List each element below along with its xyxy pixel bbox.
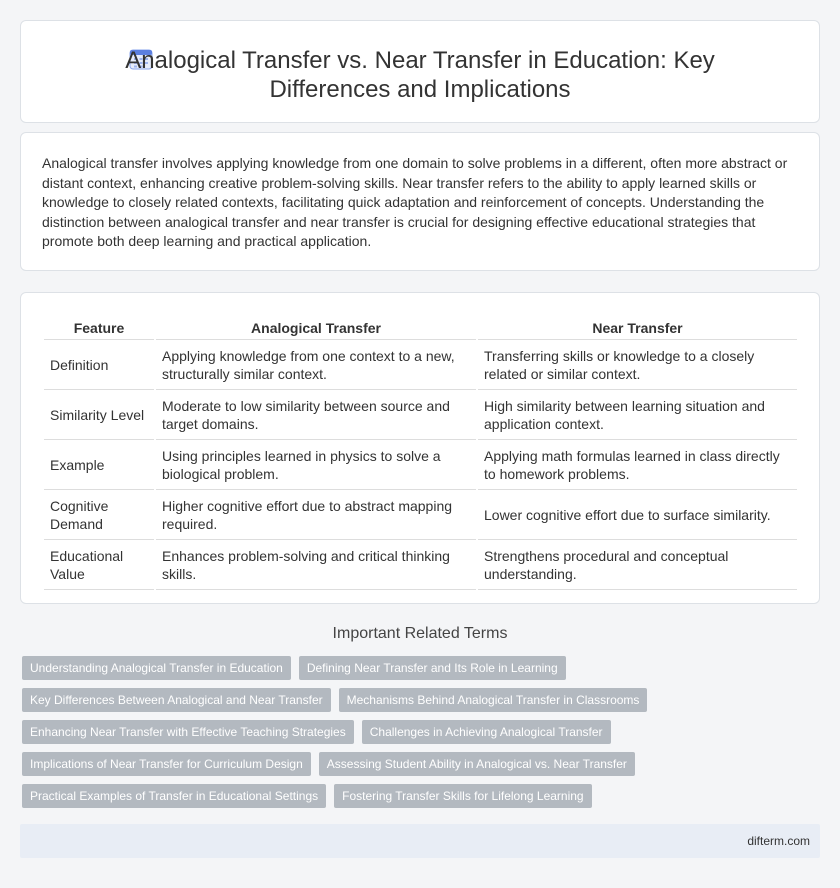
- near-cell: High similarity between learning situation and application context.: [478, 390, 797, 440]
- footer: [20, 824, 820, 858]
- table-row: [44, 390, 797, 440]
- near-cell: Transferring skills or knowledge to a closely related or similar context.: [478, 340, 797, 390]
- header-near: Near Transfer: [478, 314, 797, 340]
- analogical-cell: Using principles learned in physics to solve a biological problem.: [156, 440, 476, 490]
- related-terms-list: [22, 656, 662, 808]
- table-row: [44, 540, 797, 590]
- comparison-table: [42, 314, 799, 590]
- related-term-tag[interactable]: Key Differences Between Analogical and Near Transfer: [22, 688, 331, 712]
- related-term-tag[interactable]: Challenges in Achieving Analogical Transfer: [362, 720, 611, 744]
- feature-cell: Cognitive Demand: [44, 490, 154, 540]
- intro-paragraph: Analogical transfer involves applying knowledge from one domain to solve problems in a different, often more abstract or distant context, enhancing creative problem-solving skills. Near transfer refers to the ability to apply learned skills or knowledge to closely related contexts, facilitating quick adaptation and reinforcement of concepts. Understanding the distinction between analogical transfer and near transfer is crucial for designing effective educational strategies that promote both deep learning and practical application.: [42, 155, 788, 250]
- analogical-cell: Moderate to low similarity between source and target domains.: [156, 390, 476, 440]
- site-link[interactable]: difterm.com: [747, 834, 810, 848]
- comparison-card: [20, 292, 820, 604]
- header-analogical: Analogical Transfer: [156, 314, 476, 340]
- analogical-cell: Enhances problem-solving and critical thinking skills.: [156, 540, 476, 590]
- table-row: [44, 440, 797, 490]
- page-title: Analogical Transfer vs. Near Transfer in Education: Key Differences and Implications: [125, 47, 715, 103]
- table-row: [44, 490, 797, 540]
- near-cell: Lower cognitive effort due to surface similarity.: [478, 490, 797, 540]
- header-feature: Feature: [44, 314, 154, 340]
- related-term-tag[interactable]: Defining Near Transfer and Its Role in Learning: [299, 656, 566, 680]
- feature-cell: Example: [44, 440, 154, 490]
- related-term-tag[interactable]: Enhancing Near Transfer with Effective Teaching Strategies: [22, 720, 354, 744]
- related-term-tag[interactable]: Mechanisms Behind Analogical Transfer in Classrooms: [339, 688, 648, 712]
- analogical-cell: Applying knowledge from one context to a new, structurally similar context.: [156, 340, 476, 390]
- related-term-tag[interactable]: Practical Examples of Transfer in Educational Settings: [22, 784, 326, 808]
- intro-card: [20, 132, 820, 271]
- related-term-tag[interactable]: Fostering Transfer Skills for Lifelong Learning: [334, 784, 591, 808]
- feature-cell: Educational Value: [44, 540, 154, 590]
- near-cell: Strengthens procedural and conceptual understanding.: [478, 540, 797, 590]
- near-cell: Applying math formulas learned in class directly to homework problems.: [478, 440, 797, 490]
- related-term-tag[interactable]: Assessing Student Ability in Analogical vs. Near Transfer: [319, 752, 635, 776]
- related-term-tag[interactable]: Understanding Analogical Transfer in Education: [22, 656, 291, 680]
- feature-cell: Definition: [44, 340, 154, 390]
- analogical-cell: Higher cognitive effort due to abstract mapping required.: [156, 490, 476, 540]
- feature-cell: Similarity Level: [44, 390, 154, 440]
- title-card: [20, 20, 820, 123]
- related-term-tag[interactable]: Implications of Near Transfer for Curriculum Design: [22, 752, 311, 776]
- table-header-row: [44, 314, 797, 340]
- table-row: [44, 340, 797, 390]
- related-terms-heading: Important Related Terms: [332, 625, 508, 642]
